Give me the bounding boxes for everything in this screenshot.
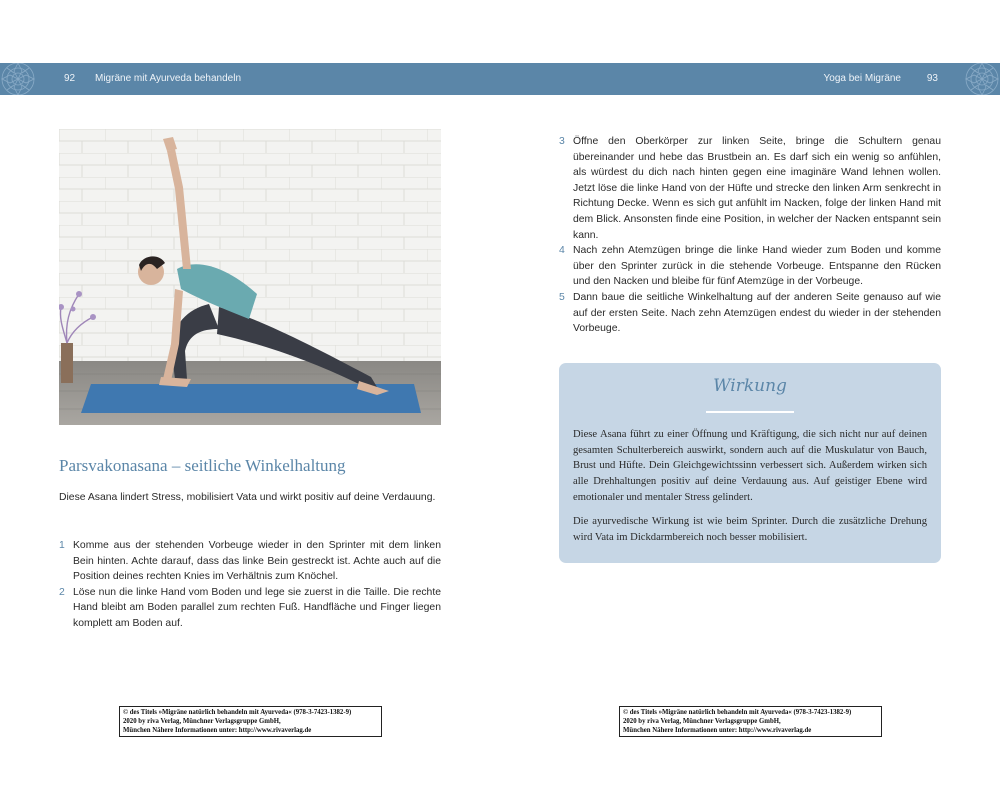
copyright-notice [619,706,882,737]
step-number: 4 [559,245,565,257]
copyright-line: 2020 by riva Verlag, Münchner Verlagsgruppe GmbH, [623,718,781,726]
mandala-ornament-icon [952,63,1000,95]
list-item [559,243,941,290]
left-page-number: 92 [64,73,76,84]
right-page-number: 93 [926,73,938,84]
step-number: 3 [559,136,565,147]
effect-info-box [559,363,941,563]
yoga-pose-photo [59,129,441,425]
copyright-line: © des Titels »Migräne natürlich behandeln mit Ayurveda« (978-3-7423-1382-9) [123,709,352,716]
copyright-line: 2020 by riva Verlag, Münchner Verlagsgruppe GmbH, [123,718,281,726]
list-item [59,585,441,632]
copyright-line: München Nähere Informationen unter: http://www.rivaverlag.de [123,727,312,735]
step-text: Komme aus der stehenden Vorbeuge wieder in den Sprinter mit dem linken Bein hinten. Achte darauf, dass das linke Bein gestreckt ist. Achte auch auf die Position deines rechten Knies im Verhältnis zum Knöchel. [73,540,441,583]
intro-paragraph: Diese Asana lindert Stress, mobilisiert Vata und wirkt positiv auf deine Verdauung. [59,492,436,503]
copyright-notice [119,706,382,737]
box-divider [706,411,794,413]
step-number: 5 [559,291,565,303]
instruction-list-right [559,134,941,337]
step-text: Öffne den Oberkörper zur linken Seite, bringe die Schultern genau übereinander und hebe das Brustbein an. Es darf sich ein wenig so anfühlen, als würdest du dich nach hinten gegen eine imaginäre Wand lehnen wollen. Jetzt löse die linke Hand von der Hüfte und strecke den linken Arm senkrecht in Richtung Decke. Wenn es sich gut anfühlt im Nacken, folge der linken Hand mit dem Blick. Ansonsten finde eine Position, in welcher der Nacken entspannt sein kann. [573,136,941,241]
list-item [59,538,441,585]
right-running-title: Yoga bei Migräne [823,73,901,84]
box-paragraph: Die ayurvedische Wirkung ist wie beim Sprinter. Durch die zusätzliche Drehung wird Vata im Dickdarmbereich noch besser mobilisiert. [573,516,927,543]
instruction-list-left [59,538,441,632]
copyright-line: © des Titels »Migräne natürlich behandeln mit Ayurveda« (978-3-7423-1382-9) [623,709,852,716]
left-running-title: Migräne mit Ayurveda behandeln [95,73,242,84]
mandala-ornament-icon [0,63,48,95]
step-number: 1 [59,540,65,551]
list-item [559,134,941,243]
box-paragraph: Diese Asana führt zu einer Öffnung und Kräftigung, die sich nicht nur auf deinen gesamten Schulterbereich auswirkt, sondern auch auf die Muskulatur von Bauch, Brust und Hüfte. Dein Gleichgewichtssinn verbessert sich. Außerdem wirken sich alle Drehhaltungen positiv auf deine Verdauung aus. Auf geistiger Ebene wird emotionaler und mentaler Stress gelindert. [573,429,927,503]
copyright-line: München Nähere Informationen unter: http://www.rivaverlag.de [623,727,812,735]
box-title: Wirkung [713,376,787,396]
step-number: 2 [59,586,65,598]
step-text: Dann baue die seitliche Winkelhaltung auf der anderen Seite genauso auf wie auf der ersten Seite. Nach zehn Atemzügen endest du wieder in der stehenden Vorbeuge. [573,291,941,335]
section-heading: Parsvakonasana – seitliche Winkelhaltung [59,456,346,475]
step-text: Löse nun die linke Hand vom Boden und lege sie zuerst in die Taille. Die rechte Hand bleibt am Boden parallel zum rechten Fuß. Handfläche und Finger liegen komplett am Boden auf. [73,586,441,629]
step-text: Nach zehn Atemzügen bringe die linke Hand wieder zum Boden und komme über den Sprinter zurück in die stehende Vorbeuge. Entspanne den Rücken und den Nacken und bleibe für fünf Atemzüge in der Vorbeuge. [573,245,941,288]
list-item [559,290,941,337]
header-band [0,63,1000,95]
